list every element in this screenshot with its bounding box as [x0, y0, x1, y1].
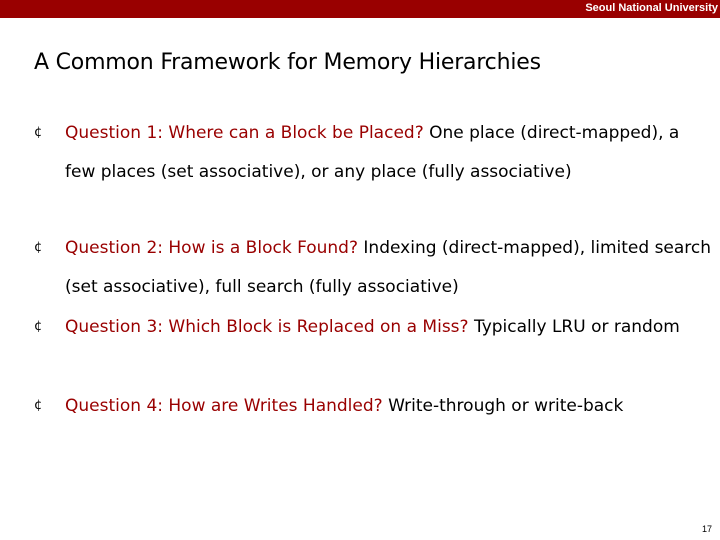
page-number: 17 [701, 524, 712, 534]
answer-text: Indexing (direct-mapped), limited search (set associative), full search (fully associative) [65, 238, 712, 297]
question-label: Question 4: How are Writes Handled? [65, 396, 383, 416]
question-label: Question 2: How is a Block Found? [65, 238, 359, 258]
bullet-marker-icon: ¢ [34, 398, 43, 413]
answer-text: One place (direct-mapped), a few places (set associative), or any place (fully associative) [65, 123, 680, 182]
bullet-item-question-3 [34, 308, 715, 347]
question-label: Question 1: Where can a Block be Placed? [65, 123, 424, 143]
bullet-item-question-2 [34, 229, 715, 306]
bullet-marker-icon: ¢ [34, 319, 43, 334]
bullet-marker-icon: ¢ [34, 240, 43, 255]
answer-text: Write-through or write-back [382, 396, 624, 416]
institution-name: Seoul National University [585, 2, 718, 14]
answer-text: Typically LRU or random [468, 317, 680, 337]
top-banner [0, 0, 720, 18]
bullet-item-question-4 [34, 387, 715, 426]
question-label: Question 3: Which Block is Replaced on a Miss? [65, 317, 469, 337]
slide-title: A Common Framework for Memory Hierarchies [34, 50, 541, 75]
bullet-marker-icon: ¢ [34, 125, 43, 140]
bullet-item-question-1 [34, 114, 715, 191]
